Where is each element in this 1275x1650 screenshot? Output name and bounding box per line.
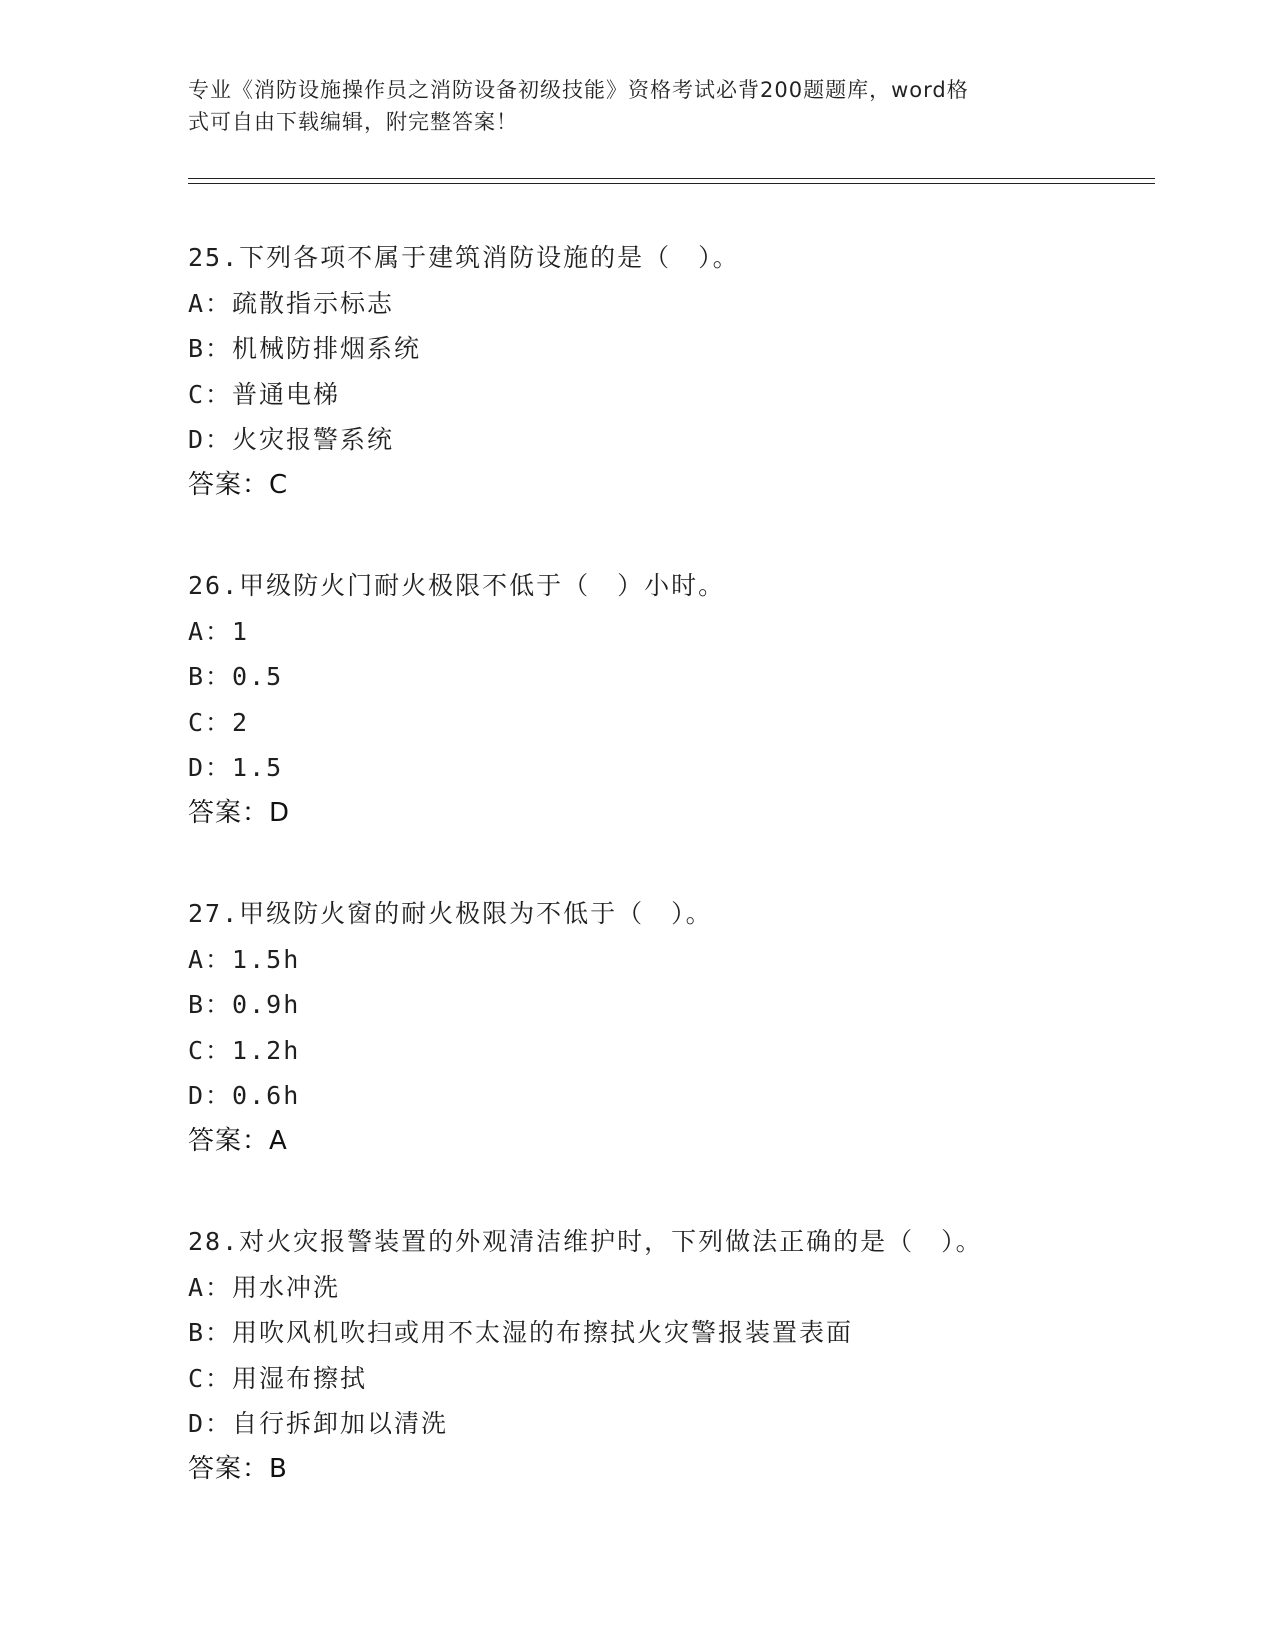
answer-label: 答案：D xyxy=(188,797,291,828)
option-d: D：1.5 xyxy=(188,753,284,782)
header-line-2: 式可自由下载编辑，附完整答案！ xyxy=(188,110,518,134)
option-c: C：用湿布擦拭 xyxy=(188,1363,368,1393)
answer-label: 答案：A xyxy=(188,1125,288,1156)
header-divider-bottom xyxy=(188,183,1155,184)
option-d: D：0.6h xyxy=(188,1081,301,1110)
option-b: B：机械防排烟系统 xyxy=(188,334,422,363)
question-stem: 26.甲级防火门耐火极限不低于（ ）小时。 xyxy=(188,571,726,600)
question-28 xyxy=(188,1219,1148,1492)
header-line-1: 专业《消防设施操作员之消防设备初级技能》资格考试必背200题题库，word格 xyxy=(188,78,969,102)
option-a: A：1 xyxy=(188,616,250,646)
question-list xyxy=(188,235,1148,1547)
option-b: B：0.5 xyxy=(188,662,284,691)
answer-label: 答案：C xyxy=(188,469,289,500)
option-d: D：火灾报警系统 xyxy=(188,425,395,454)
question-25 xyxy=(188,235,1148,508)
question-stem: 25.下列各项不属于建筑消防设施的是（ ）。 xyxy=(188,243,740,272)
option-a: A：用水冲洗 xyxy=(188,1272,341,1302)
header-divider-top xyxy=(188,178,1155,179)
option-d: D：自行拆卸加以清洗 xyxy=(188,1409,449,1438)
option-c: C：2 xyxy=(188,707,250,737)
answer-label: 答案：B xyxy=(188,1453,288,1484)
document-header xyxy=(188,74,1068,138)
question-stem: 27.甲级防火窗的耐火极限为不低于（ ）。 xyxy=(188,899,713,928)
option-b: B：0.9h xyxy=(188,990,301,1019)
option-c: C：普通电梯 xyxy=(188,379,341,409)
question-26 xyxy=(188,563,1148,836)
option-c: C：1.2h xyxy=(188,1035,301,1065)
question-27 xyxy=(188,891,1148,1164)
option-a: A：1.5h xyxy=(188,944,301,974)
option-a: A：疏散指示标志 xyxy=(188,288,395,318)
question-stem: 28.对火灾报警装置的外观清洁维护时，下列做法正确的是（ ）。 xyxy=(188,1227,983,1256)
option-b: B：用吹风机吹扫或用不太湿的布擦拭火灾警报装置表面 xyxy=(188,1318,854,1347)
